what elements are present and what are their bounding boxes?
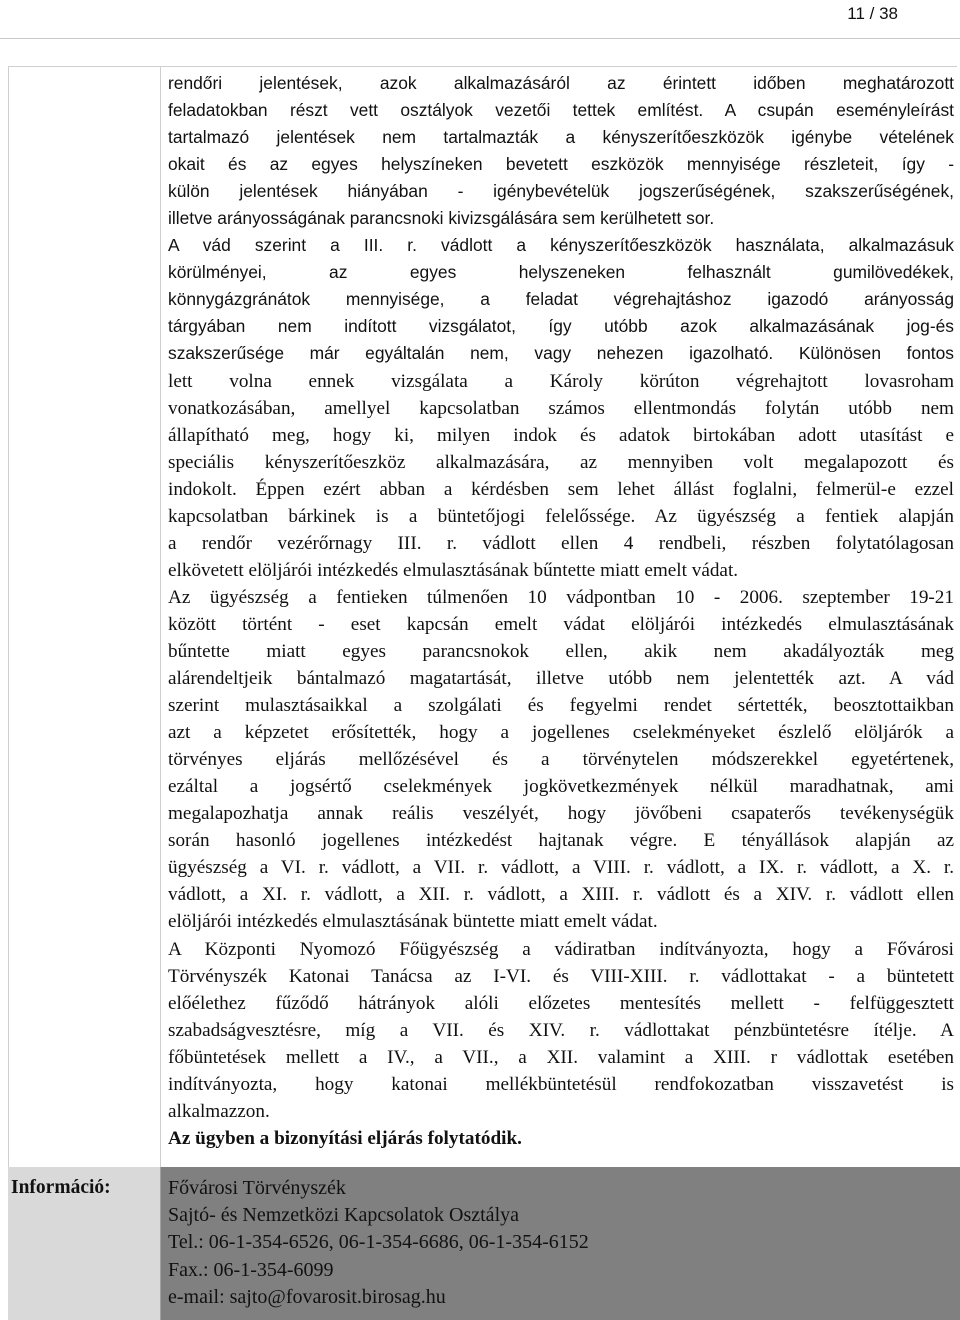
email-address: e-mail: sajto@fovarosit.birosag.hu bbox=[168, 1285, 446, 1308]
page-number: 11 / 38 bbox=[847, 4, 898, 23]
phone-numbers: Tel.: 06-1-354-6526, 06-1-354-6686, 06-1-354-6152 bbox=[168, 1231, 589, 1254]
text-line: indokolt. Éppen ezért abban a kérdésben sem lehet állást foglalni, felmerül-e ezzel bbox=[168, 478, 954, 500]
body-text bbox=[168, 70, 954, 1152]
text-line: bűntette miatt egyes parancsnokok ellen, akik nem akadályozták meg bbox=[168, 640, 954, 662]
text-line: ügyészség a VI. r. vádlott, a VII. r. vádlott, a VIII. r. vádlott, a IX. r. vádlott, a X. r. bbox=[168, 857, 954, 879]
text-line: okait és az egyes helyszíneken bevetett eszközök mennyisége részleteit, így - bbox=[168, 154, 954, 175]
text-line: szakszerűsége már egyáltalán nem, vagy nehezen igazolható. Különösen fontos bbox=[168, 343, 954, 364]
text-line: alkalmazzon. bbox=[168, 1100, 270, 1122]
text-line: külön jelentések hiányában - igénybevételük jogszerűségének, szakszerűségének, bbox=[168, 181, 954, 202]
contact-block bbox=[168, 1175, 928, 1311]
text-line: szabadságvesztésre, míg a VII. és XIV. r. vádlottakat pénzbüntetésre ítélje. A bbox=[168, 1019, 954, 1041]
label-column bbox=[8, 66, 161, 1319]
text-line: A Központi Nyomozó Főügyészség a vádiratban indítványozta, hogy a Fővárosi bbox=[168, 938, 954, 960]
text-line: ezáltal a jogsértő cselekmények jogkövetkezmények nélkül maradhatnak, ami bbox=[168, 776, 954, 798]
fax-number: Fax.: 06-1-354-6099 bbox=[168, 1258, 334, 1281]
text-line: elkövetett elöljárói intézkedés elmulasztásának bűntette miatt emelt vádat. bbox=[168, 559, 739, 581]
text-line: vádlott, a XI. r. vádlott, a XII. r. vádlott, a XIII. r. vádlott és a XIV. r. vádlott ellen bbox=[168, 884, 954, 906]
text-line: A vád szerint a III. r. vádlott a kényszerítőeszközök használata, alkalmazásuk bbox=[168, 235, 954, 256]
text-line: során hasonló jogellenes intézkedést hajtanak végre. E tényállások alapján az bbox=[168, 830, 954, 852]
text-line: lett volna ennek vizsgálata a Károly körúton végrehajtott lovasroham bbox=[168, 370, 954, 392]
text-line: kapcsolatban bárkinek is a büntetőjogi felelőssége. Az ügyészség a fentiek alapján bbox=[168, 505, 954, 527]
text-line: a rendőr vezérőrnagy III. r. vádlott ellen 4 rendbeli, részben folytatólagosan bbox=[168, 532, 954, 554]
text-line: körülményei, az egyes helyszeneken felhasznált gumilövedékek, bbox=[168, 262, 954, 283]
text-line: illetve arányosságának parancsnoki kivizsgálására sem kerülhetett sor. bbox=[168, 208, 715, 229]
text-line: szerint mulasztásaikkal a szolgálati és fegyelmi rendet sértették, beosztottaikban bbox=[168, 695, 954, 717]
text-line: törvényes eljárás mellőzésével és a törvénytelen módszerekkel egyetértenek, bbox=[168, 749, 954, 771]
text-line: speciális kényszerítőeszköz alkalmazására, az mennyiben volt megalapozott és bbox=[168, 451, 954, 473]
info-label: Információ: bbox=[11, 1177, 111, 1198]
text-line: Az ügyészség a fentieken túlmenően 10 vádpontban 10 - 2006. szeptember 19-21 bbox=[168, 586, 954, 608]
info-label-cell bbox=[8, 1167, 161, 1320]
header-divider bbox=[0, 38, 960, 39]
text-line: között történt - eset kapcsán emelt vádat elöljárói intézkedés elmulasztásának bbox=[168, 613, 954, 635]
text-line: vonatkozásában, amellyel kapcsolatban számos ellentmondás folytán utóbb nem bbox=[168, 397, 954, 419]
text-line: Az ügyben a bizonyítási eljárás folytatódik. bbox=[168, 1127, 522, 1149]
text-line: előélethez fűződő hátrányok alóli előzetes mentesítés mellett - felfüggesztett bbox=[168, 992, 954, 1014]
text-line: elöljárói intézkedés elmulasztásának büntette miatt emelt vádat. bbox=[168, 911, 658, 933]
text-line: tartalmazó jelentések nem tartalmazták a kényszerítőeszközök igénybe vételének bbox=[168, 127, 954, 148]
text-line: rendőri jelentések, azok alkalmazásáról az érintett időben meghatározott bbox=[168, 73, 954, 93]
text-line: azt a képzetet erősítették, hogy a jogellenes cselekményeket észlelő elöljárók a bbox=[168, 722, 954, 744]
text-line: főbüntetések mellett a IV., a VII., a XII. valamint a XIII. r vádlottak esetében bbox=[168, 1046, 954, 1068]
text-line: feladatokban részt vett osztályok vezetői tettek említést. A csupán eseményleírást bbox=[168, 100, 954, 121]
court-name: Fővárosi Törvényszék bbox=[168, 1177, 346, 1199]
text-line: indítványozta, hogy katonai mellékbüntetésül rendfokozatban visszavetést is bbox=[168, 1073, 954, 1095]
text-line: Törvényszék Katonai Tanácsa az I-VI. és VIII-XIII. r. vádlottakat - a büntetett bbox=[168, 965, 954, 987]
department-name: Sajtó- és Nemzetközi Kapcsolatok Osztálya bbox=[168, 1204, 519, 1227]
text-line: tárgyában nem indított vizsgálatot, így utóbb azok alkalmazásának jog-és bbox=[168, 316, 954, 337]
text-line: könnygázgránátok mennyisége, a feladat végrehajtáshoz igazodó arányosság bbox=[168, 289, 954, 310]
text-line: megalapozhatja annak reális veszélyét, hogy jövőbeni csapaterős tevékenységük bbox=[168, 803, 954, 825]
text-line: alárendeltjeik bántalmazó magatartását, illetve utóbb nem jelentették azt. A vád bbox=[168, 668, 954, 690]
text-line: állapítható meg, hogy ki, milyen indok és adatok birtokában adott utasítást e bbox=[168, 424, 954, 446]
